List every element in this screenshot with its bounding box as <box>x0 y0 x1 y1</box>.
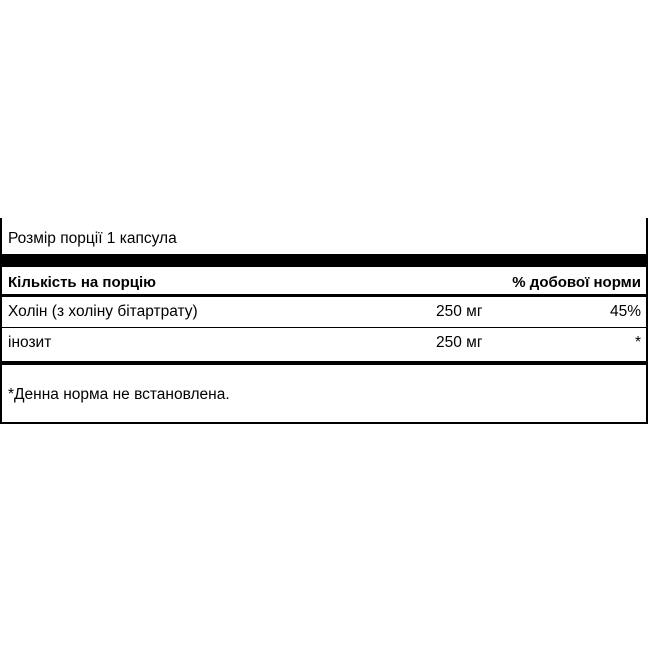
nutrient-amount: 250 мг <box>436 303 483 320</box>
bottom-divider <box>2 361 646 365</box>
nutrient-row-choline <box>2 297 646 327</box>
nutrient-daily-value: 45% <box>609 303 641 320</box>
amount-per-serving-header: Кількість на порцію <box>8 274 156 291</box>
thick-divider <box>2 254 646 267</box>
daily-value-header: % добової норми <box>512 274 641 291</box>
nutrient-name: Холін (з холіну бітартрату) <box>8 303 198 320</box>
supplement-facts-panel <box>0 218 648 424</box>
nutrient-amount: 250 мг <box>436 334 483 351</box>
nutrient-row-inositol <box>2 328 646 358</box>
nutrient-name: інозит <box>8 334 52 351</box>
nutrient-daily-value: * <box>634 334 641 351</box>
serving-size: Розмір порції 1 капсула <box>8 230 177 247</box>
footnote: *Денна норма не встановлена. <box>8 386 230 403</box>
